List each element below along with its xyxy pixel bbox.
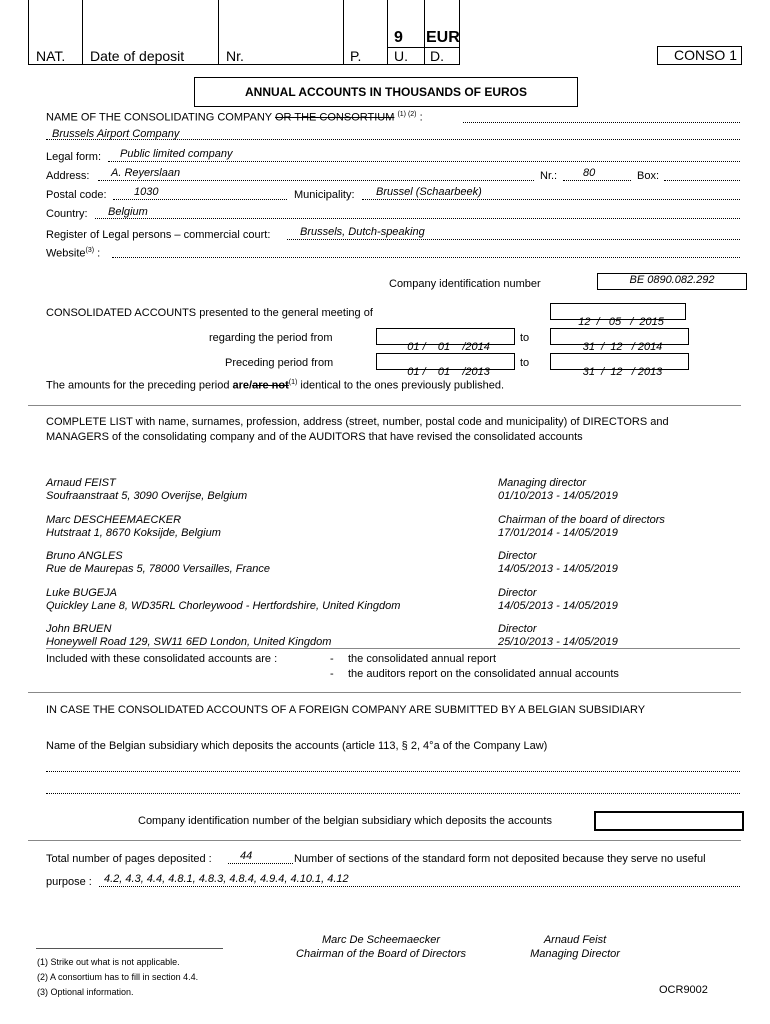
preceding-to-label: to [520,357,530,369]
register-label: Register of Legal persons – commercial court: [46,229,271,241]
subsidiary-id-label: Company identification number of the belgian subsidiary which deposits the accounts [138,815,552,827]
director-period: 25/10/2013 - 14/05/2019 [498,636,618,648]
director-3 [46,550,270,576]
amounts-text-b: identical to the ones previously published. [300,379,505,392]
country-dotline [95,218,740,219]
company-name-value: Brussels Airport Company [52,128,180,140]
director-period: 01/10/2013 - 14/05/2019 [498,490,618,502]
foreign-heading: IN CASE THE CONSOLIDATED ACCOUNTS OF A FOREIGN COMPANY ARE SUBMITTED BY A BELGIAN SUBSIDIARY [46,704,646,716]
company-name-struck: OR THE CONSORTIUM [275,111,395,124]
company-id-box [597,273,747,290]
included-label: Included with these consolidated accounts are : [46,653,278,665]
footnote-item [37,955,198,970]
footnote-ref: (2) [37,972,48,982]
preceding-from-box [376,353,515,378]
header-cell-p: P. [350,48,362,64]
director-role: Chairman of the board of directors [498,514,665,526]
municipality-dotline [362,199,740,200]
director-address: Quickley Lane 8, WD35RL Chorleywood - Hertfordshire, United Kingdom [46,600,401,612]
header-cell-date-of-deposit: Date of deposit [90,48,185,64]
director-3-role [498,550,618,576]
preceding-to: 31 / 12 / 2013 [582,366,663,378]
director-4 [46,587,400,613]
footnote-ref: (1) [37,957,48,967]
director-name: Bruno ANGLES [46,550,123,562]
footnote-rule [36,948,223,949]
total-pages-label: Total number of pages deposited : [46,853,212,865]
address-label: Address: [46,170,90,182]
signatory-title: Chairman of the Board of Directors [296,948,466,960]
country-label: Country: [46,208,88,220]
director-address: Hutstraat 1, 8670 Koksijde, Belgium [46,527,221,539]
subsidiary-label: Name of the Belgian subsidiary which deposits the accounts (article 113, § 2, 4°a of the Company Law) [46,740,548,752]
director-name: Luke BUGEJA [46,587,117,599]
amounts-bold: are/ [232,379,253,392]
director-role: Director [498,623,537,635]
purpose-label: purpose : [46,876,92,888]
company-name-refs: (1) (2) [397,111,417,118]
box-label: Box: [637,170,660,182]
postal-code-value: 1030 [134,186,159,198]
nr-dotline [563,180,631,181]
footnotes [37,955,198,1000]
footnote-item [37,970,198,985]
director-2 [46,514,221,540]
company-name-label: NAME OF THE CONSOLIDATING COMPANY [46,111,272,124]
divider-4 [28,840,741,841]
amounts-text-a: The amounts for the preceding period [46,379,230,392]
municipality-value: Brussel (Schaarbeek) [376,186,482,198]
director-address: Soufraanstraat 5, 3090 Overijse, Belgium [46,490,248,502]
ocr-code: OCR9002 [659,984,708,996]
period-from: 01 / 01 /2014 [407,341,490,353]
website-label: Website [46,247,86,260]
company-id-value: BE 0890.082.292 [629,274,715,286]
website-ref: (3) [85,247,95,254]
preceding-to-box [550,353,689,378]
period-to: 31 / 12 / 2014 [582,341,663,353]
footnote-ref: (3) [37,987,48,997]
sections-label: Number of sections of the standard form not deposited because they serve no useful [294,853,706,865]
country-value: Belgium [108,206,148,218]
director-4-role [498,587,618,613]
nr-label: Nr.: [540,170,558,182]
presented-label: CONSOLIDATED ACCOUNTS presented to the general meeting of [46,307,373,319]
company-name-colon: : [419,111,423,124]
preceding-from: 01 / 01 /2013 [407,366,490,378]
director-2-role [498,514,665,540]
nr-value: 80 [583,167,596,179]
period-label: regarding the period from [209,332,333,344]
purpose-value: 4.2, 4.3, 4.4, 4.8.1, 4.8.3, 4.8.4, 4.9.4, 4.10.1, 4.12 [104,873,349,885]
form-code-box [657,46,742,65]
purpose-dotline [99,886,740,887]
title-box [194,77,578,107]
director-5 [46,623,331,649]
legal-form-dotline [108,161,740,162]
period-from-box [376,328,515,353]
total-pages-dotline [228,863,293,864]
divider-3 [28,692,741,693]
legal-form-label: Legal form: [46,151,102,163]
director-1 [46,477,247,503]
footnote-text: A consortium has to fill in section 4.4. [50,972,199,982]
company-id-label: Company identification number [389,278,541,290]
signatory-name: Arnaud Feist [543,934,607,946]
signatory-name: Marc De Scheemaecker [322,934,440,946]
director-period: 17/01/2014 - 14/05/2019 [498,527,618,539]
company-name-dotline-1 [463,122,740,123]
director-name: John BRUEN [46,623,112,635]
header-cell-u: U. [394,48,408,64]
register-value: Brussels, Dutch-speaking [300,226,425,238]
director-role: Director [498,587,537,599]
meeting-date-box [550,303,686,328]
footnote-text: Optional information. [50,987,134,997]
included-item-2: the auditors report on the consolidated annual accounts [348,668,619,680]
amounts-ref: (1) [288,379,298,386]
postal-code-dotline [113,199,287,200]
header-cell-nat: NAT. [36,48,66,64]
directors-intro: COMPLETE LIST with name, surnames, profession, address (street, number, postal code and municipality) of DIRECTORS and MANAGERS of the consolidating company and of the AUDITORS that have revised the consolidated accounts [46,416,669,443]
director-name: Arnaud FEIST [46,477,116,489]
director-period: 14/05/2013 - 14/05/2019 [498,563,618,575]
address-value: A. Reyerslaan [111,167,181,179]
header-cell-d: D. [430,48,444,64]
director-address: Honeywell Road 129, SW11 6ED London, United Kingdom [46,636,332,648]
divider-1 [28,405,741,406]
amounts-struck: are not [252,379,289,392]
director-5-role [498,623,618,649]
director-period: 14/05/2013 - 14/05/2019 [498,600,618,612]
register-dotline [287,239,740,240]
website-dotline [112,257,740,258]
signature-2 [510,933,640,961]
included-dash-2: - [330,668,334,680]
subsidiary-id-box [594,811,744,831]
footnote-item [37,985,198,1000]
header-cell-nr: Nr. [226,48,244,64]
period-to-box [550,328,689,353]
divider-2 [46,648,740,649]
subsidiary-dotline-1 [46,771,740,772]
website-colon: : [97,247,101,260]
footnote-text: Strike out what is not applicable. [50,957,180,967]
box-dotline [664,180,740,181]
postal-code-label: Postal code: [46,189,107,201]
subsidiary-dotline-2 [46,793,740,794]
total-pages-value: 44 [240,850,253,862]
address-dotline [98,180,534,181]
header-u-value: 9 [394,29,403,46]
director-1-role [498,477,618,503]
header-d-value: EUR [426,29,460,46]
director-name: Marc DESCHEEMAECKER [46,514,182,526]
legal-form-value: Public limited company [120,148,233,160]
form-code: CONSO 1 [673,47,737,63]
period-to-label: to [520,332,530,344]
preceding-label: Preceding period from [225,357,334,369]
director-role: Managing director [498,477,587,489]
amounts-sentence [46,379,504,392]
municipality-label: Municipality: [294,189,355,201]
director-role: Director [498,550,537,562]
page-title: ANNUAL ACCOUNTS IN THOUSANDS OF EUROS [244,85,527,99]
included-item-1: the consolidated annual report [348,653,496,665]
signature-1 [285,933,477,961]
signatory-title: Managing Director [530,948,620,960]
director-address: Rue de Maurepas 5, 78000 Versailles, France [46,563,270,575]
meeting-date: 12 / 05 / 2015 [578,316,664,328]
website-label-row [46,247,100,260]
included-dash-1: - [330,653,334,665]
